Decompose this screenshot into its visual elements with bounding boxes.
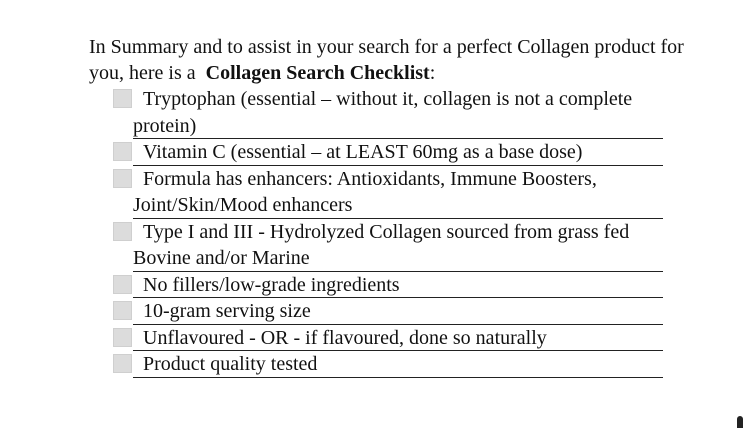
- underline-rule: [133, 377, 663, 378]
- checklist-item: [113, 325, 663, 352]
- intro-text: In Summary and to assist in your search for a perfect Collagen product for you, here is a: [89, 36, 684, 84]
- checklist-item-label: Formula has enhancers: Antioxidants, Immune Boosters, Joint/Skin/Mood enhancers: [133, 167, 597, 216]
- checkbox[interactable]: [113, 169, 132, 188]
- scrollbar-thumb[interactable]: [737, 416, 743, 428]
- checkbox[interactable]: [113, 89, 132, 108]
- checkbox[interactable]: [113, 222, 132, 241]
- checklist-item: [113, 86, 663, 139]
- checklist-item-label: Unflavoured - OR - if flavoured, done so naturally: [143, 326, 547, 349]
- checklist-item-label: 10-gram serving size: [143, 300, 311, 322]
- checklist-item: [113, 351, 663, 378]
- checkbox[interactable]: [113, 275, 132, 294]
- checklist-title: Collagen Search Checklist: [205, 62, 430, 84]
- checklist-item-label: Tryptophan (essential – without it, collagen is not a complete protein): [133, 88, 633, 137]
- checklist-item: [113, 298, 663, 325]
- checklist-item-label: Product quality tested: [143, 353, 318, 375]
- checklist-item: [113, 272, 663, 299]
- intro-paragraph: [89, 34, 689, 86]
- checklist-item: [113, 139, 663, 166]
- checkbox[interactable]: [113, 142, 132, 161]
- checkbox[interactable]: [113, 354, 132, 373]
- checkbox[interactable]: [113, 328, 132, 347]
- checklist-item-label: Type I and III - Hydrolyzed Collagen sourced from grass fed Bovine and/or Marine: [133, 220, 630, 269]
- intro-colon: :: [429, 62, 436, 84]
- collagen-checklist: [113, 86, 663, 378]
- checkbox[interactable]: [113, 301, 132, 320]
- checklist-item: [113, 166, 663, 219]
- checklist-item: [113, 219, 663, 272]
- checklist-item-label: No fillers/low-grade ingredients: [143, 273, 400, 296]
- checklist-item-label: Vitamin C (essential – at LEAST 60mg as a base dose): [143, 141, 583, 163]
